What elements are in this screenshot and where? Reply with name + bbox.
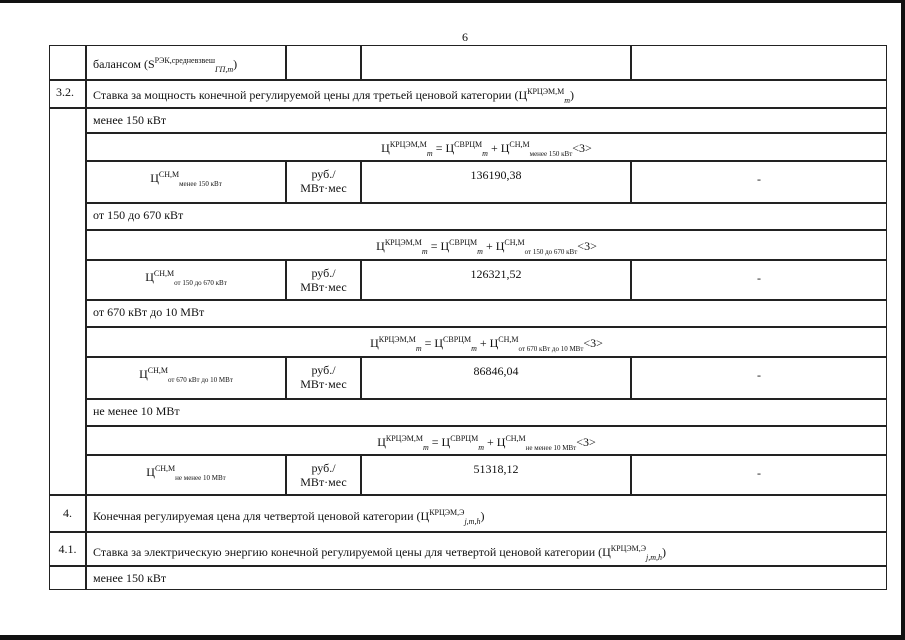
tier-formula: $Ц^{КРЦЭМ,М}_m = Ц^{СВРЦМ}_m + Ц^{СН,М}_{от 150 до 670 кВт}<3>$ (86, 230, 887, 260)
section-number: 3.2. (49, 80, 86, 108)
tier-value: 126321,52 (361, 260, 631, 300)
section-number: 4. (49, 495, 86, 532)
tier-heading: от 670 кВт до 10 МВт (86, 300, 887, 327)
page-frame-top (0, 0, 905, 3)
tier-heading: не менее 10 МВт (86, 399, 887, 426)
tier-label: $Ц^{СН,М}_{от 150 до 670 кВт}$ (86, 260, 286, 300)
page-frame-bottom (0, 635, 905, 640)
tier-heading: менее 150 кВт (86, 108, 887, 133)
extra-cell-empty (631, 45, 887, 80)
tier-label: $Ц^{СН,М}_{менее 150 кВт}$ (86, 161, 286, 203)
section-title: Ставка за мощность конечной регулируемой цены для третьей ценовой категории $(Ц^{КРЦЭМ,М}_m)$ (86, 80, 887, 108)
tier-formula: $Ц^{КРЦЭМ,М}_m = Ц^{СВРЦМ}_m + Ц^{СН,М}_{не менее 10 МВт}<3>$ (86, 426, 887, 455)
value-cell-empty (361, 45, 631, 80)
tier-unit: руб./ МВт·мес (286, 357, 361, 399)
section-number: 4.1. (49, 532, 86, 566)
tier-unit: руб./ МВт·мес (286, 161, 361, 203)
tier-formula: $Ц^{КРЦЭМ,М}_m = Ц^{СВРЦМ}_m + Ц^{СН,М}_{менее 150 кВт}<3>$ (86, 133, 887, 161)
section-title: Ставка за электрическую энергию конечной регулируемой цены для четвертой ценовой категории $(Ц^{КРЦЭМ,Э}_{j,m,h})$ (86, 532, 887, 566)
tier-value: 86846,04 (361, 357, 631, 399)
unit-cell-empty (286, 45, 361, 80)
tier-formula: $Ц^{КРЦЭМ,М}_m = Ц^{СВРЦМ}_m + Ц^{СН,М}_{от 670 кВт до 10 МВт}<3>$ (86, 327, 887, 357)
row-num-cell (49, 45, 86, 80)
tier-extra: - (631, 357, 887, 399)
balance-label-cell: балансом $(S^{РЭК,средневзвеш}_{ГП,m})$ (86, 45, 286, 80)
tier-extra: - (631, 161, 887, 203)
tier-extra: - (631, 455, 887, 495)
tier-label: $Ц^{СН,М}_{от 670 кВт до 10 МВт}$ (86, 357, 286, 399)
tier-unit: руб./ МВт·мес (286, 455, 361, 495)
tier-value: 51318,12 (361, 455, 631, 495)
section-num-column (49, 566, 86, 590)
tier-unit: руб./ МВт·мес (286, 260, 361, 300)
tier-label: $Ц^{СН,М}_{не менее 10 МВт}$ (86, 455, 286, 495)
tier-heading: от 150 до 670 кВт (86, 203, 887, 230)
page-frame-right (901, 0, 905, 640)
tier-value: 136190,38 (361, 161, 631, 203)
section-num-column (49, 108, 86, 495)
section-title: Конечная регулируемая цена для четвертой ценовой категории $(Ц^{КРЦЭМ,Э}_{j,m,h})$ (86, 495, 887, 532)
balance-label: балансом (S (93, 57, 155, 71)
tier-extra: - (631, 260, 887, 300)
page-number: 6 (462, 30, 468, 44)
tier-heading: менее 150 кВт (86, 566, 887, 590)
